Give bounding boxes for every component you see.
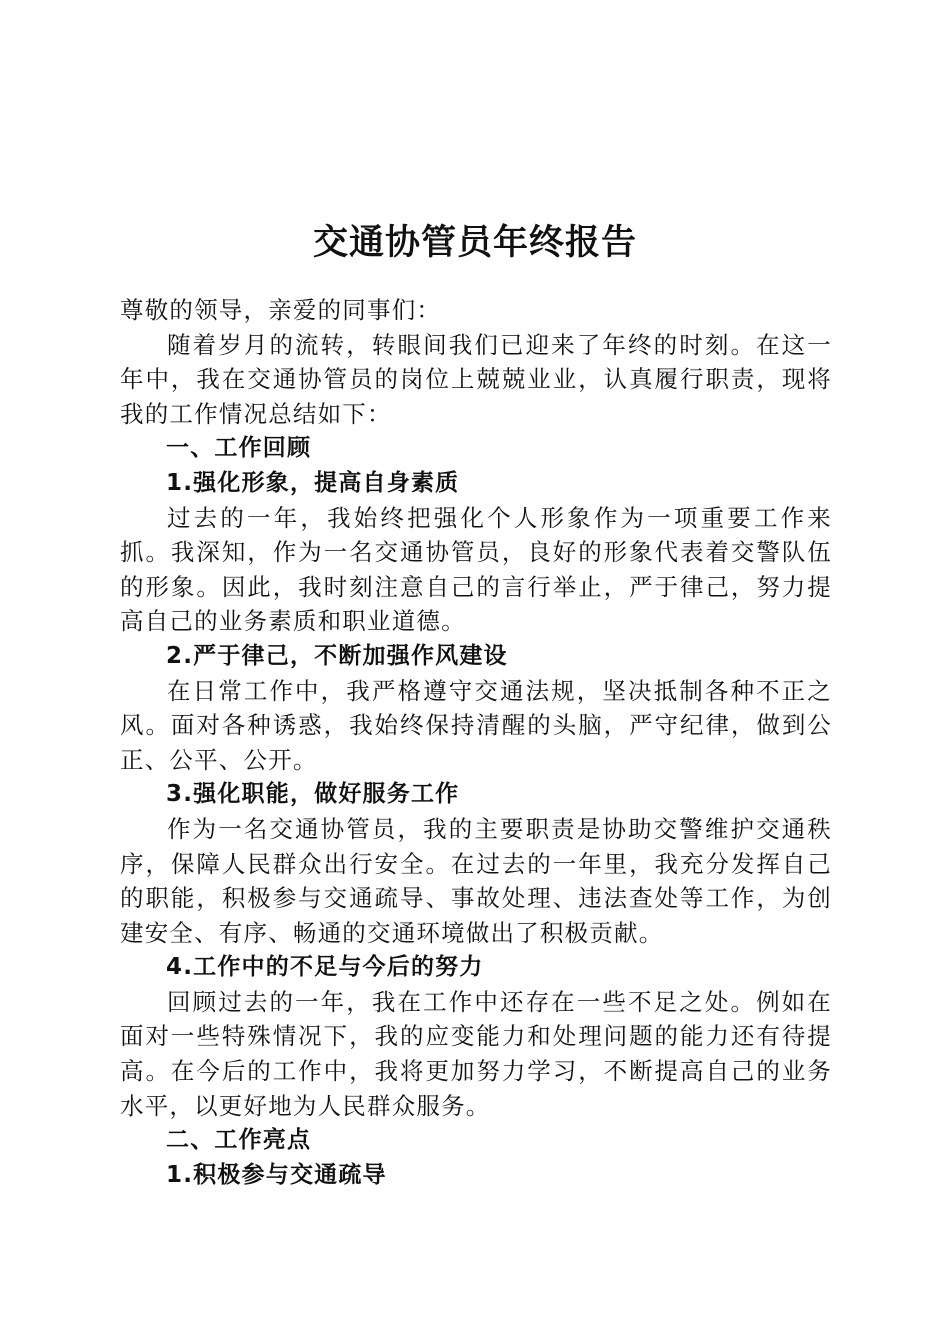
section-heading-highlights: 二、工作亮点 — [166, 1127, 312, 1154]
subheading-image: 1.强化形象，提高自身素质 — [166, 469, 460, 496]
salutation: 尊敬的领导，亲爱的同事们： — [120, 296, 442, 324]
paragraph-image: 过去的一年，我始终把强化个人形象作为一项重要工作来抓。我深知，作为一名交通协管员，良好的形象代表着交警队伍的形象。因此，我时刻注意自己的言行举止，严于律己，努力提高自己的业务素质和职业道德。 — [120, 503, 832, 636]
document-title: 交通协管员年终报告 — [312, 222, 637, 264]
paragraph-service: 作为一名交通协管员，我的主要职责是协助交警维护交通秩序，保障人民群众出行安全。在过去的一年里，我充分发挥自己的职能，积极参与交通疏导、事故处理、违法查处等工作，为创建安全、有序、畅通的交通环境做出了积极贡献。 — [120, 814, 832, 947]
subheading-service: 3.强化职能，做好服务工作 — [166, 781, 460, 808]
document-body — [120, 293, 832, 1192]
section-heading-review: 一、工作回顾 — [166, 435, 312, 462]
paragraph-shortcomings: 回顾过去的一年，我在工作中还存在一些不足之处。例如在面对一些特殊情况下，我的应变能力和处理问题的能力还有待提高。在今后的工作中，我将更加努力学习，不断提高自己的业务水平，以更好地为人民群众服务。 — [120, 987, 832, 1120]
paragraph-discipline: 在日常工作中，我严格遵守交通法规，坚决抵制各种不正之风。面对各种诱惑，我始终保持清醒的头脑，严守纪律，做到公正、公平、公开。 — [120, 676, 832, 774]
subheading-discipline: 2.严于律己，不断加强作风建设 — [166, 642, 508, 669]
subheading-shortcomings: 4.工作中的不足与今后的努力 — [166, 954, 484, 981]
subheading-traffic-guidance: 1.积极参与交通疏导 — [166, 1161, 387, 1188]
intro-paragraph: 随着岁月的流转，转眼间我们已迎来了年终的时刻。在这一年中，我在交通协管员的岗位上兢兢业业，认真履行职责，现将我的工作情况总结如下： — [120, 330, 832, 428]
